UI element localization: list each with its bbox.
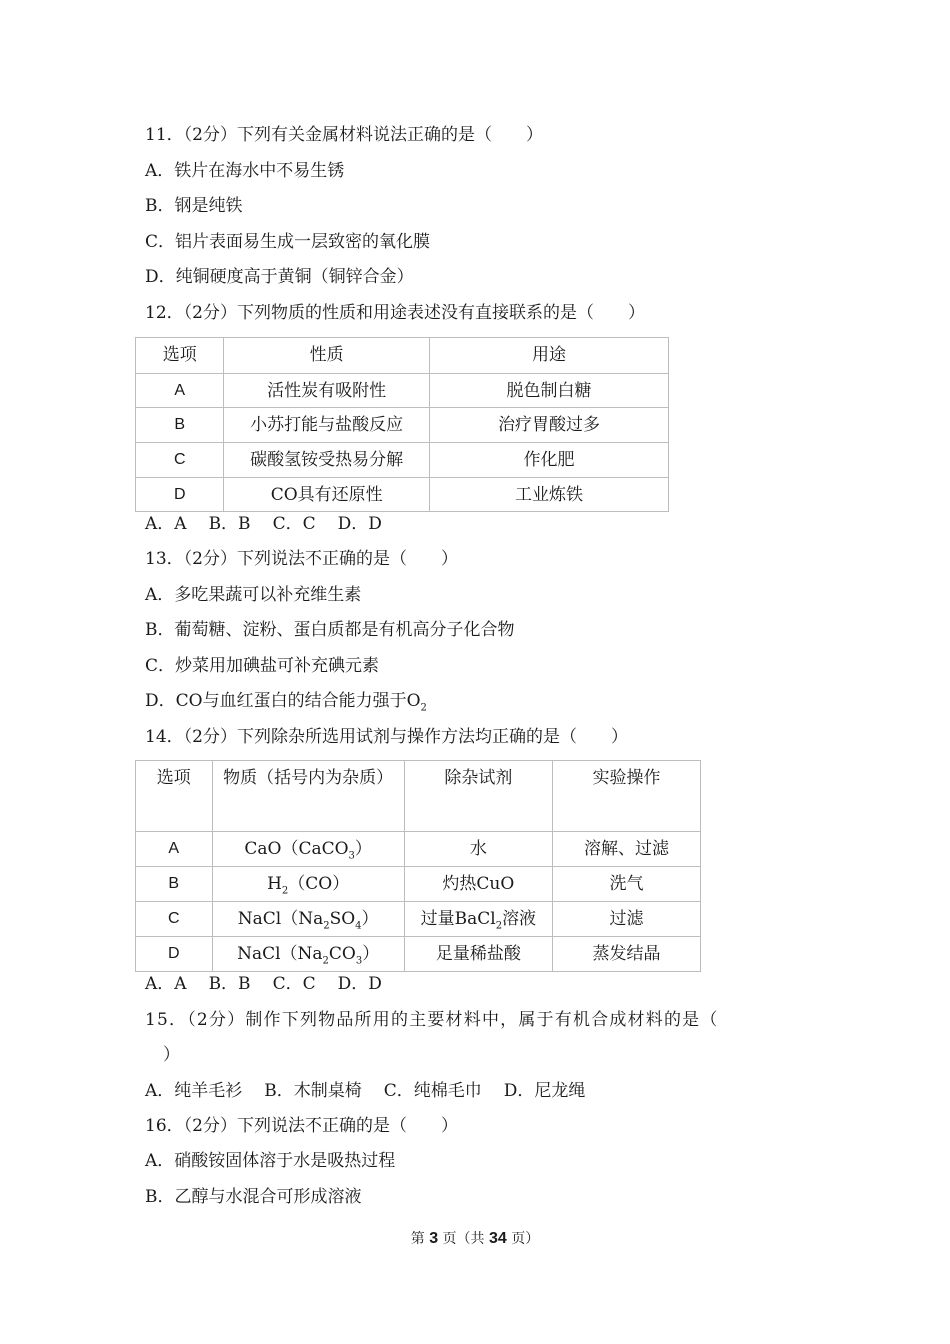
q14-cell-reagent bbox=[404, 867, 552, 902]
q14-cell-substance bbox=[212, 867, 404, 902]
q14-header-reagent: 除杂试剂 bbox=[404, 761, 552, 832]
q14-text: 过量BaCl bbox=[420, 909, 496, 929]
q15-options bbox=[145, 1080, 607, 1102]
q14-subscript: 3 bbox=[348, 850, 355, 862]
footer-middle: 页（共 bbox=[442, 1231, 485, 1247]
q12-cell: 治疗胃酸过多 bbox=[429, 408, 668, 443]
q16-stem: 16．（2分）下列说法不正确的是（ ） bbox=[145, 1116, 458, 1136]
q14-text: ） bbox=[362, 944, 380, 964]
q14-answer-b: B．B bbox=[208, 974, 251, 994]
q15-stem-line1: 15．（2分）制作下列物品所用的主要材料中，属于有机合成材料的是（ bbox=[145, 1010, 719, 1030]
q12-cell: 活性炭有吸附性 bbox=[224, 374, 429, 408]
q14-cell-operation: 蒸发结晶 bbox=[552, 937, 700, 972]
q13-option-b: B．葡萄糖、淀粉、蛋白质都是有机高分子化合物 bbox=[145, 620, 515, 640]
q14-cell-operation: 溶解、过滤 bbox=[552, 832, 700, 867]
q13-stem: 13．（2分）下列说法不正确的是（ ） bbox=[145, 549, 458, 569]
q15-option-a: A．纯羊毛衫 bbox=[145, 1081, 243, 1101]
q14-answer-options bbox=[145, 973, 404, 995]
q14-table bbox=[135, 760, 701, 972]
q13-option-d bbox=[145, 690, 427, 712]
q12-cell: CO具有还原性 bbox=[224, 478, 429, 512]
q14-text: NaCl（Na bbox=[237, 944, 323, 964]
q14-cell-reagent bbox=[404, 937, 552, 972]
q14-subscript: 3 bbox=[355, 955, 363, 967]
q12-answer-a: A．A bbox=[145, 514, 187, 534]
q14-cell-option: B bbox=[136, 867, 213, 902]
q12-cell: 作化肥 bbox=[429, 443, 668, 478]
q14-cell-option: D bbox=[136, 937, 213, 972]
q12-cell: 脱色制白糖 bbox=[429, 374, 668, 408]
q14-answer-a: A．A bbox=[145, 974, 187, 994]
q14-cell-substance bbox=[212, 832, 404, 867]
q15-option-c: C．纯棉毛巾 bbox=[383, 1081, 482, 1101]
q11-stem: 11．（2分）下列有关金属材料说法正确的是（ ） bbox=[145, 125, 543, 145]
q14-cell-operation: 过滤 bbox=[552, 902, 700, 937]
q14-text: H bbox=[267, 874, 282, 894]
q14-text: SO bbox=[329, 909, 356, 929]
q13-option-c: C．炒菜用加碘盐可补充碘元素 bbox=[145, 656, 380, 676]
q14-text: （CO） bbox=[288, 874, 350, 894]
q12-answer-options bbox=[145, 513, 404, 535]
q12-answer-b: B．B bbox=[208, 514, 251, 534]
q12-answer-c: C．C bbox=[272, 514, 316, 534]
footer-total-pages: 34 bbox=[489, 1230, 507, 1247]
q13-option-d-subscript: 2 bbox=[420, 702, 427, 714]
q12-header-property: 性质 bbox=[224, 338, 429, 374]
q14-text: 灼热CuO bbox=[442, 874, 515, 894]
q14-cell-reagent bbox=[404, 832, 552, 867]
footer-prefix: 第 bbox=[410, 1231, 425, 1247]
q14-text: CaO（CaCO bbox=[244, 839, 349, 859]
q14-cell-reagent bbox=[404, 902, 552, 937]
q13-option-a: A．多吃果蔬可以补充维生素 bbox=[145, 585, 362, 605]
q13-option-d-text: D．CO与血红蛋白的结合能力强于O bbox=[145, 691, 421, 711]
q14-subscript: 2 bbox=[495, 920, 503, 932]
q14-text: ） bbox=[361, 909, 379, 929]
q15-option-b: B．木制桌椅 bbox=[264, 1081, 362, 1101]
q12-table bbox=[135, 337, 669, 512]
q16-option-a: A．硝酸铵固体溶于水是吸热过程 bbox=[145, 1151, 396, 1171]
q12-answer-d: D．D bbox=[337, 514, 382, 534]
q14-cell-option: A bbox=[136, 832, 213, 867]
q15-option-d: D．尼龙绳 bbox=[503, 1081, 586, 1101]
q14-text: CO bbox=[328, 944, 356, 964]
q14-cell-operation: 洗气 bbox=[552, 867, 700, 902]
q14-subscript: 4 bbox=[355, 920, 362, 932]
q14-text: 溶液 bbox=[502, 909, 537, 929]
q14-text: ） bbox=[354, 839, 372, 859]
q12-cell: 工业炼铁 bbox=[429, 478, 668, 512]
q14-text: 水 bbox=[469, 839, 487, 859]
q12-cell: B bbox=[136, 408, 224, 443]
q14-header-option: 选项 bbox=[136, 761, 213, 832]
q14-cell-substance bbox=[212, 902, 404, 937]
q15-stem-line2: ） bbox=[163, 1045, 180, 1065]
footer-suffix: 页） bbox=[511, 1231, 540, 1247]
q16-option-b: B．乙醇与水混合可形成溶液 bbox=[145, 1187, 362, 1207]
q11-option-c: C．铝片表面易生成一层致密的氧化膜 bbox=[145, 232, 431, 252]
q12-cell: C bbox=[136, 443, 224, 478]
q14-subscript: 2 bbox=[281, 885, 289, 897]
q14-text: NaCl（Na bbox=[237, 909, 324, 929]
q11-option-b: B．钢是纯铁 bbox=[145, 196, 243, 216]
q12-cell: 碳酸氢铵受热易分解 bbox=[224, 443, 429, 478]
page-footer bbox=[0, 1229, 950, 1249]
q12-cell: A bbox=[136, 374, 224, 408]
q11-option-a: A．铁片在海水中不易生锈 bbox=[145, 161, 345, 181]
q14-header-operation: 实验操作 bbox=[552, 761, 700, 832]
footer-page-number: 3 bbox=[429, 1230, 439, 1247]
q12-header-use: 用途 bbox=[429, 338, 668, 374]
q14-cell-substance bbox=[212, 937, 404, 972]
q14-subscript: 2 bbox=[322, 955, 329, 967]
q12-cell: 小苏打能与盐酸反应 bbox=[224, 408, 429, 443]
q14-text: 足量稀盐酸 bbox=[435, 944, 521, 964]
q11-option-d: D．纯铜硬度高于黄铜（铜锌合金） bbox=[145, 267, 414, 287]
q14-answer-d: D．D bbox=[337, 974, 382, 994]
q14-cell-option: C bbox=[136, 902, 213, 937]
q14-subscript: 2 bbox=[323, 920, 330, 932]
q12-header-option: 选项 bbox=[136, 338, 224, 374]
q14-answer-c: C．C bbox=[272, 974, 316, 994]
q14-stem: 14．（2分）下列除杂所选用试剂与操作方法均正确的是（ ） bbox=[145, 727, 628, 747]
q12-cell: D bbox=[136, 478, 224, 512]
q12-stem: 12．（2分）下列物质的性质和用途表述没有直接联系的是（ ） bbox=[145, 303, 645, 323]
q14-header-substance: 物质（括号内为杂质） bbox=[212, 761, 404, 832]
